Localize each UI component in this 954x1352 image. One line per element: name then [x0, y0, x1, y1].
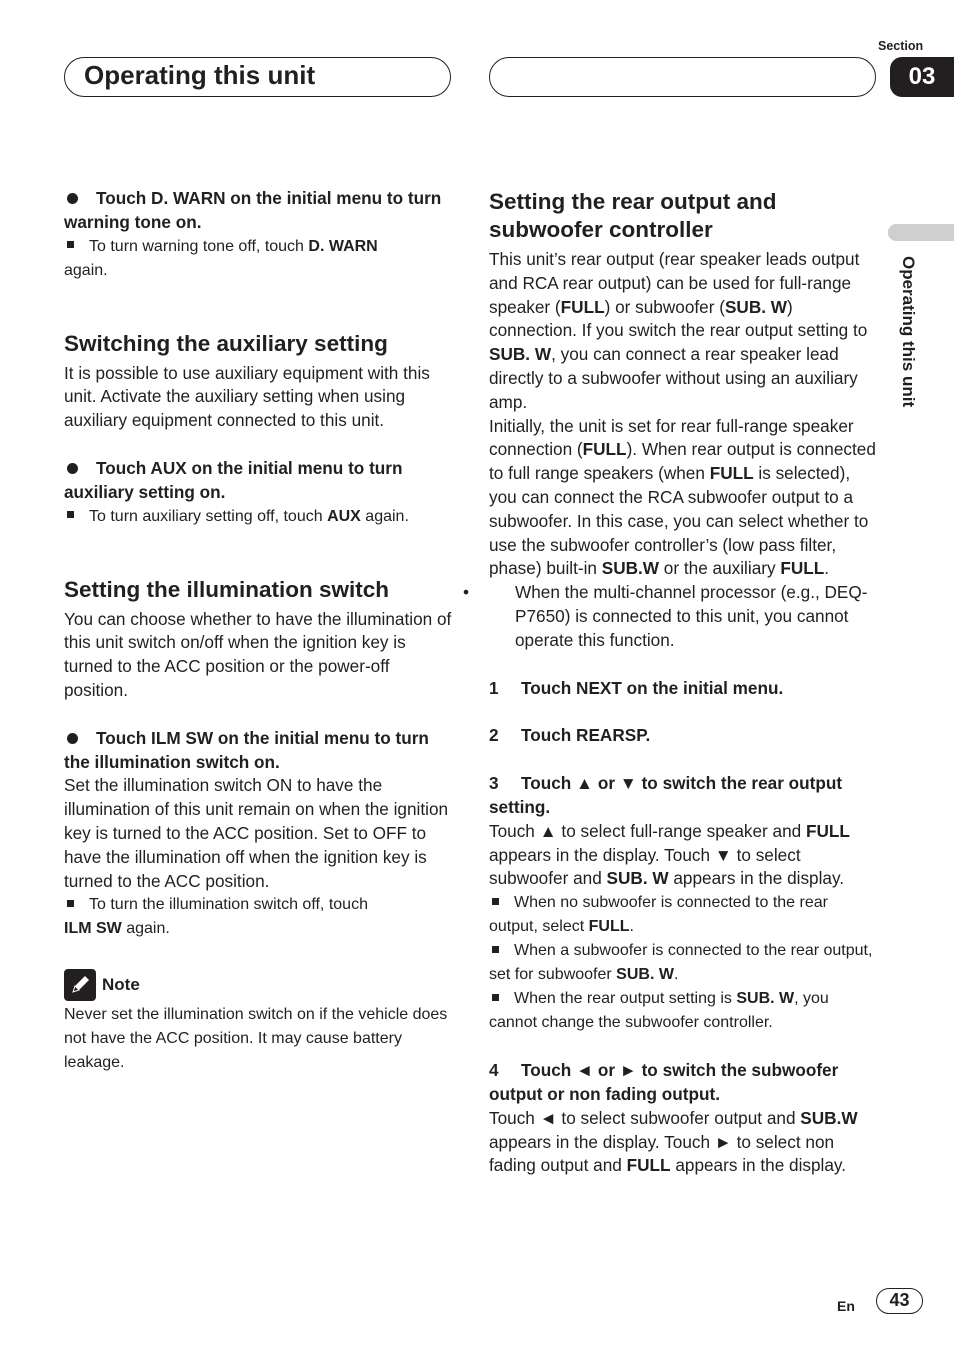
ilm-step: Touch ILM SW on the initial menu to turn the illumination switch on.: [64, 727, 429, 772]
header-empty-frame: [489, 57, 876, 97]
square-bullet-icon: [492, 994, 499, 1001]
bullet-dot-icon: [67, 193, 78, 204]
side-tab-bar: [888, 224, 954, 241]
page-number: 43: [876, 1288, 923, 1314]
rear-bullet: • When the multi-channel processor (e.g., DEQ-P7650) is connected to this unit, you cannot operate this function.: [463, 582, 868, 650]
aux-body: It is possible to use auxiliary equipment with this unit. Activate the auxiliary setting when using auxiliary equipment connected to this unit.: [64, 362, 430, 431]
note-header: Note: [64, 969, 452, 1001]
step-4: 4 Touch ◄ or ► to switch the subwoofer output or non fading output.: [489, 1060, 839, 1104]
rear-heading: Setting the rear output and subwoofer controller: [489, 189, 777, 242]
bullet-icon: •: [463, 582, 470, 603]
ilm-body: You can choose whether to have the illumination of this unit switch on/off when the ignition key is turned to the ACC position or the power-off position.: [64, 608, 452, 700]
step-2: 2 Touch REARSP.: [489, 725, 651, 746]
aux-step: Touch AUX on the initial menu to turn auxiliary setting on.: [64, 457, 403, 502]
square-bullet-icon: [67, 511, 74, 518]
square-bullet-icon: [67, 241, 74, 248]
chapter-title: Operating this unit: [84, 60, 316, 90]
step-3-note-3: When the rear output setting is SUB. W, you cannot change the subwoofer controller.: [489, 990, 829, 1032]
warn-step: Touch D. WARN on the initial menu to turn warning tone on.: [64, 188, 442, 232]
bullet-dot-icon: [67, 463, 78, 474]
step-3-note-1: When no subwoofer is connected to the rear output, select FULL.: [489, 894, 828, 936]
warn-note: To turn warning tone off, touch D. WARN again.: [64, 237, 378, 279]
step-3: 3 Touch ▲ or ▼ to switch the rear output setting.: [489, 773, 843, 817]
aux-note: To turn auxiliary setting off, touch AUX again.: [64, 505, 452, 529]
pencil-note-icon: [64, 969, 96, 1001]
ilm-heading: Setting the illumination switch: [64, 576, 390, 602]
footer-lang: En: [837, 1298, 855, 1314]
ilm-note: To turn the illumination switch off, touch ILM SW again.: [64, 896, 368, 938]
step-3-body: Touch ▲ to select full-range speaker and FULL appears in the display. Touch ▼ to select subwoofer and SUB. W appears in the display.: [489, 820, 850, 889]
left-column: [64, 187, 452, 1075]
rear-para-2: Initially, the unit is set for rear full-range speaker connection (FULL). When rear output is connected to full range speakers (when FULL is selected), you can connect the RCA subwoofer output to a subwoofer. In this case, you can select whether to use the subwoofer controller’s (low pass filter, phase) built-in SUB.W or the auxiliary FULL.: [489, 415, 876, 579]
right-column: [463, 188, 877, 1178]
square-bullet-icon: [67, 900, 74, 907]
bullet-dot-icon: [67, 733, 78, 744]
section-number: 03: [890, 57, 954, 97]
section-label: Section: [878, 39, 924, 53]
aux-heading: Switching the auxiliary setting: [64, 330, 388, 356]
ilm-step-body: Set the illumination switch ON to have the illumination of this unit remain on when the ignition key is turned to the ACC position. Set to OFF to have the illumination off when the ignition key is turned to the ACC position.: [64, 775, 449, 891]
square-bullet-icon: [492, 946, 499, 953]
note-body: Never set the illumination switch on if the vehicle does not have the ACC position. It may cause battery leakage.: [64, 1006, 448, 1072]
step-1: 1 Touch NEXT on the initial menu.: [489, 677, 784, 698]
rear-para-1: This unit’s rear output (rear speaker leads output and RCA rear output) can be used for full-range speaker (FULL) or subwoofer (SUB. W) connection. If you switch the rear output setting to SUB. W, you can connect a rear speaker lead directly to a subwoofer without using an auxiliary amp.: [489, 249, 868, 412]
step-3-note-2: When a subwoofer is connected to the rear output, set for subwoofer SUB. W.: [489, 942, 873, 984]
side-tab-label: Operating this unit: [899, 256, 918, 408]
square-bullet-icon: [492, 898, 499, 905]
step-4-body: Touch ◄ to select subwoofer output and SUB.W appears in the display. Touch ► to select non fading output and FULL appears in the display.: [489, 1107, 858, 1176]
